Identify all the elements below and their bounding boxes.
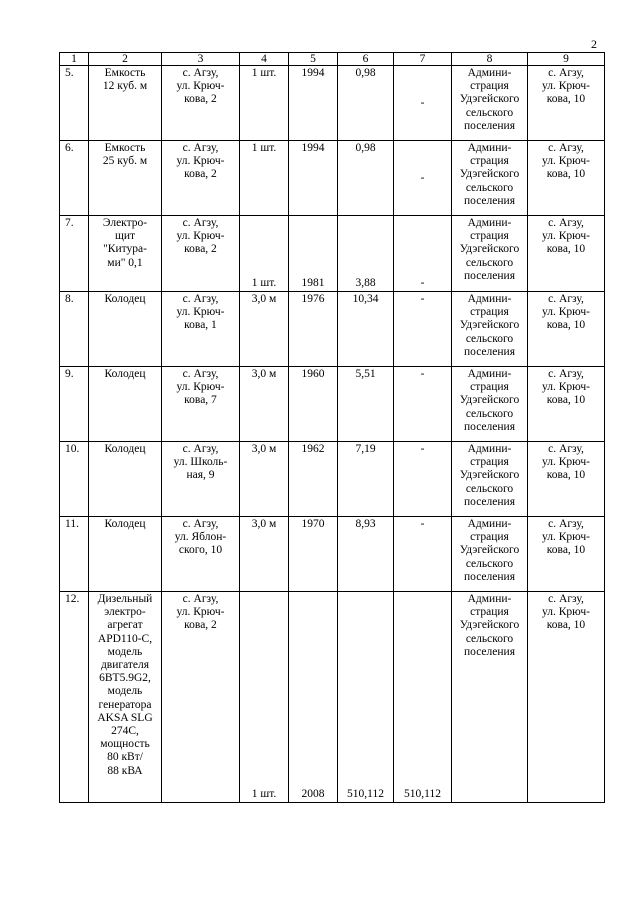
header-cell: 3 <box>162 53 240 66</box>
object-name: Колодец <box>89 367 162 442</box>
row-number: 9. <box>60 367 89 442</box>
object-address: с. Агзу, ул. Школь- ная, 9 <box>162 442 240 517</box>
table-header-row <box>60 53 605 66</box>
quantity: 1 шт. <box>240 216 289 292</box>
holder-address: с. Агзу, ул. Крюч- кова, 10 <box>528 442 605 517</box>
row-number: 11. <box>60 517 89 592</box>
header-cell: 4 <box>240 53 289 66</box>
row-number: 7. <box>60 216 89 292</box>
holder: Админи- страция Удэгейского сельского поселения <box>452 367 528 442</box>
year: 1981 <box>289 216 338 292</box>
object-address: с. Агзу, ул. Крюч- кова, 1 <box>162 292 240 367</box>
quantity: 1 шт. <box>240 66 289 141</box>
table-row <box>60 141 605 216</box>
table-row <box>60 517 605 592</box>
header-cell: 5 <box>289 53 338 66</box>
holder: Админи- страция Удэгейского сельского поселения <box>452 517 528 592</box>
header-cell: 8 <box>452 53 528 66</box>
year: 1994 <box>289 141 338 216</box>
holder-address: с. Агзу, ул. Крюч- кова, 10 <box>528 517 605 592</box>
year: 1970 <box>289 517 338 592</box>
row-number: 8. <box>60 292 89 367</box>
cost: 5,51 <box>338 367 394 442</box>
object-address: с. Агзу, ул. Крюч- кова, 2 <box>162 592 240 803</box>
object-name: Емкость 12 куб. м <box>89 66 162 141</box>
table-row <box>60 367 605 442</box>
cost: 0,98 <box>338 66 394 141</box>
property-registry-table <box>59 52 605 803</box>
row-number: 6. <box>60 141 89 216</box>
object-name: Дизельный электро- агрегат APD110-C, модель двигателя 6BT5.9G2, модель генератора AKSA SLG 274C, мощность 80 кВт/ 88 кВА <box>89 592 162 803</box>
cost: 7,19 <box>338 442 394 517</box>
residual-value: - <box>394 66 452 141</box>
object-name: Колодец <box>89 517 162 592</box>
object-name: Колодец <box>89 292 162 367</box>
cost: 510,112 <box>338 592 394 803</box>
holder: Админи- страция Удэгейского сельского поселения <box>452 66 528 141</box>
holder-address: с. Агзу, ул. Крюч- кова, 10 <box>528 141 605 216</box>
year: 1994 <box>289 66 338 141</box>
row-number: 10. <box>60 442 89 517</box>
residual-value: - <box>394 141 452 216</box>
residual-value: 510,112 <box>394 592 452 803</box>
holder: Админи- страция Удэгейского сельского поселения <box>452 592 528 803</box>
object-address: с. Агзу, ул. Крюч- кова, 2 <box>162 216 240 292</box>
residual-value: - <box>394 292 452 367</box>
year: 1976 <box>289 292 338 367</box>
table-row <box>60 216 605 292</box>
holder-address: с. Агзу, ул. Крюч- кова, 10 <box>528 592 605 803</box>
quantity: 3,0 м <box>240 517 289 592</box>
object-address: с. Агзу, ул. Яблон- ского, 10 <box>162 517 240 592</box>
header-cell: 9 <box>528 53 605 66</box>
holder: Админи- страция Удэгейского сельского поселения <box>452 141 528 216</box>
year: 1960 <box>289 367 338 442</box>
table-row <box>60 66 605 141</box>
cost: 0,98 <box>338 141 394 216</box>
header-cell: 6 <box>338 53 394 66</box>
cost: 10,34 <box>338 292 394 367</box>
object-address: с. Агзу, ул. Крюч- кова, 7 <box>162 367 240 442</box>
object-address: с. Агзу, ул. Крюч- кова, 2 <box>162 66 240 141</box>
page-number: 2 <box>591 37 597 51</box>
cost: 3,88 <box>338 216 394 292</box>
holder-address: с. Агзу, ул. Крюч- кова, 10 <box>528 367 605 442</box>
object-name: Колодец <box>89 442 162 517</box>
residual-value: - <box>394 517 452 592</box>
object-name: Емкость 25 куб. м <box>89 141 162 216</box>
quantity: 1 шт. <box>240 592 289 803</box>
residual-value: - <box>394 216 452 292</box>
holder: Админи- страция Удэгейского сельского поселения <box>452 442 528 517</box>
header-cell: 2 <box>89 53 162 66</box>
header-cell: 7 <box>394 53 452 66</box>
table-row <box>60 592 605 803</box>
table-row <box>60 442 605 517</box>
row-number: 12. <box>60 592 89 803</box>
year: 1962 <box>289 442 338 517</box>
cost: 8,93 <box>338 517 394 592</box>
residual-value: - <box>394 442 452 517</box>
header-cell: 1 <box>60 53 89 66</box>
holder: Админи- страция Удэгейского сельского поселения <box>452 292 528 367</box>
year: 2008 <box>289 592 338 803</box>
holder-address: с. Агзу, ул. Крюч- кова, 10 <box>528 66 605 141</box>
holder-address: с. Агзу, ул. Крюч- кова, 10 <box>528 216 605 292</box>
quantity: 1 шт. <box>240 141 289 216</box>
quantity: 3,0 м <box>240 367 289 442</box>
object-address: с. Агзу, ул. Крюч- кова, 2 <box>162 141 240 216</box>
quantity: 3,0 м <box>240 442 289 517</box>
object-name: Электро- щит "Китура- ми" 0,1 <box>89 216 162 292</box>
quantity: 3,0 м <box>240 292 289 367</box>
holder: Админи- страция Удэгейского сельского поселения <box>452 216 528 292</box>
table-row <box>60 292 605 367</box>
residual-value: - <box>394 367 452 442</box>
holder-address: с. Агзу, ул. Крюч- кова, 10 <box>528 292 605 367</box>
row-number: 5. <box>60 66 89 141</box>
